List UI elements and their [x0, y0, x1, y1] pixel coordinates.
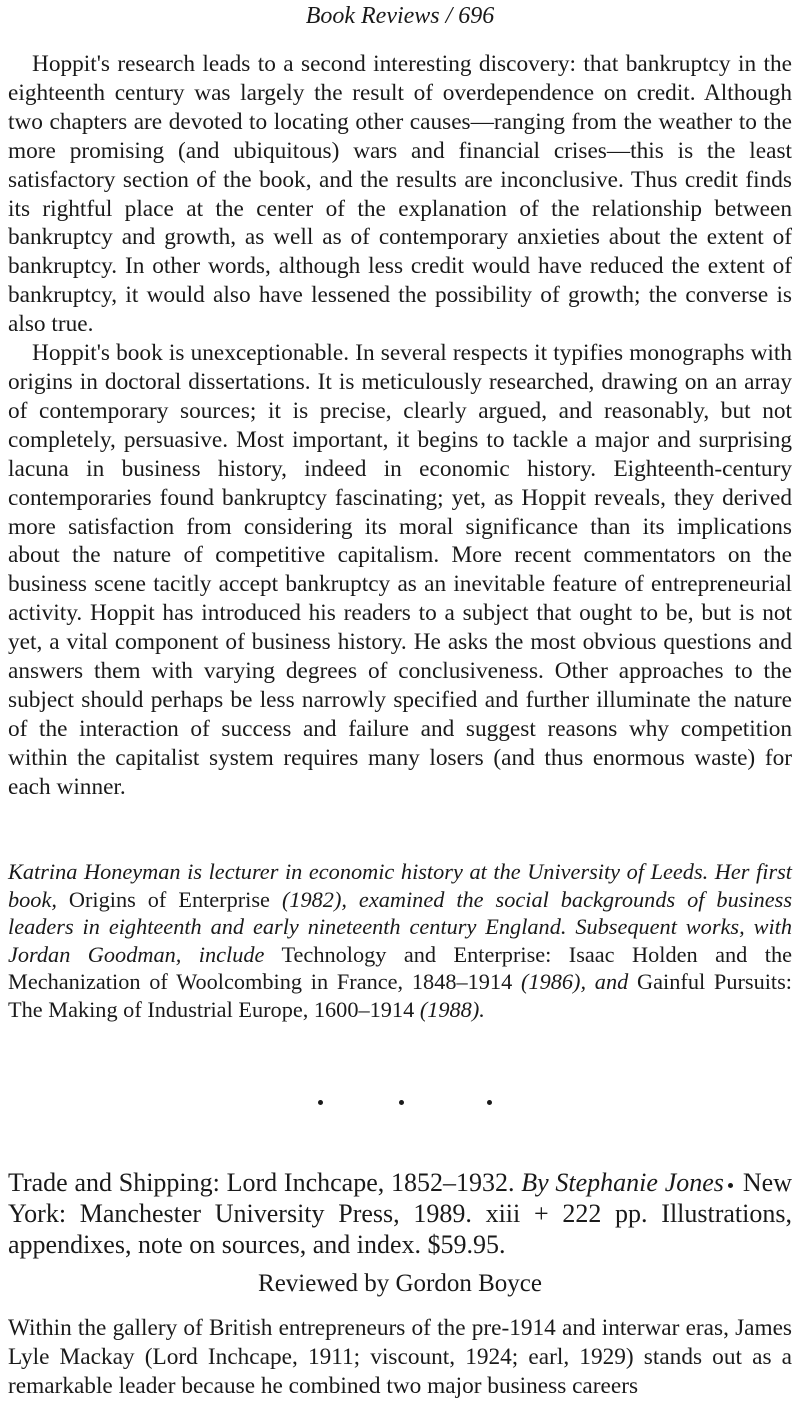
bio-text: (1986), and [521, 969, 629, 995]
reviewer-line: Reviewed by Gordon Boyce [258, 1270, 542, 1297]
separator-dot [728, 1183, 733, 1188]
book-author: By Stephanie Jones [521, 1168, 724, 1197]
bio-book-title: Gainful Pursuits: The Making of Industrial Europe, 1600–1914 [8, 969, 792, 1022]
section-divider [0, 1092, 800, 1116]
review-paragraph: Hoppit's research leads to a second interesting discovery: that bankruptcy in the eighteenth century was largely the result of overdependence on credit. Although two chapters are devoted to locating other causes—ranging from the weather to the more promising (and ubiquitous) wars and financial crises—this is the least satisfactory section of the book, and the results are inconclusive. Thus credit finds its rightful place at the center of the explanation of the relationship between bankruptcy and growth, as well as of contemporary anxieties about the extent of bankruptcy. In other words, although less credit would have reduced the extent of bankruptcy, it would also have lessened the possibility of growth; the converse is also true. [8, 51, 792, 338]
divider-dot [318, 1100, 323, 1105]
bio-book-title: Origins of Enterprise [68, 886, 270, 912]
divider-dot [399, 1100, 404, 1105]
review-body [8, 50, 792, 802]
review-paragraph: Hoppit's book is unexceptionable. In several respects it typifies monographs with origins in doctoral dissertations. It is meticulously researched, drawing on an array of contemporary sources; it is precise, clearly argued, and reasonably, but not completely, persuasive. Most important, it begins to tackle a major and surprising lacuna in business history, indeed in economic history. Eighteenth-century contemporaries found bankruptcy fascinating; yet, as Hoppit reveals, they derived more satisfaction from considering its moral significance than its implications about the nature of competitive capitalism. More recent commentators on the business scene tacitly accept bankruptcy as an inevitable feature of entrepreneurial activity. Hoppit has introduced his readers to a subject that ought to be, but is not yet, a vital component of business history. He asks the most obvious questions and answers them with varying degrees of conclusiveness. Other approaches to the subject should perhaps be less narrowly specified and further illuminate the nature of the interaction of success and failure and suggest reasons why competition within the capitalist system requires many losers (and thus enormous waste) for each winner. [8, 340, 792, 800]
bio-text: (1982), examined the social backgrounds of business leaders in eighteenth and early nineteenth century England. Subsequent works, with Jordan Goodman, include [8, 886, 793, 967]
bio-text: Katrina Honeyman is lecturer in economic history at the University of Leeds. Her first book, [8, 859, 792, 912]
review-paragraph: Within the gallery of British entrepreneurs of the pre-1914 and interwar eras, James Lyle Mackay (Lord Inchcape, 1911; viscount, 1924; earl, 1929) stands out as a remarkable leader because he combined two major business careers [8, 1315, 792, 1399]
book-title: Trade and Shipping: Lord Inchcape, 1852–1932. [8, 1168, 515, 1197]
publication-details: New York: Manchester University Press, 1989. xiii + 222 pp. Illustrations, appendixes, note on sources, and index. $59.95. [8, 1168, 792, 1259]
divider-dot [487, 1100, 492, 1105]
reviewed-book-citation [8, 1167, 792, 1260]
review-body [8, 1314, 792, 1401]
bio-book-title: Technology and Enterprise: Isaac Holden and the Mechanization of Woolcombing in France, 1848–1914 [8, 941, 793, 995]
running-head: Book Reviews / 696 [305, 3, 495, 29]
bio-text: (1988). [419, 996, 485, 1022]
author-bio [8, 858, 792, 1024]
